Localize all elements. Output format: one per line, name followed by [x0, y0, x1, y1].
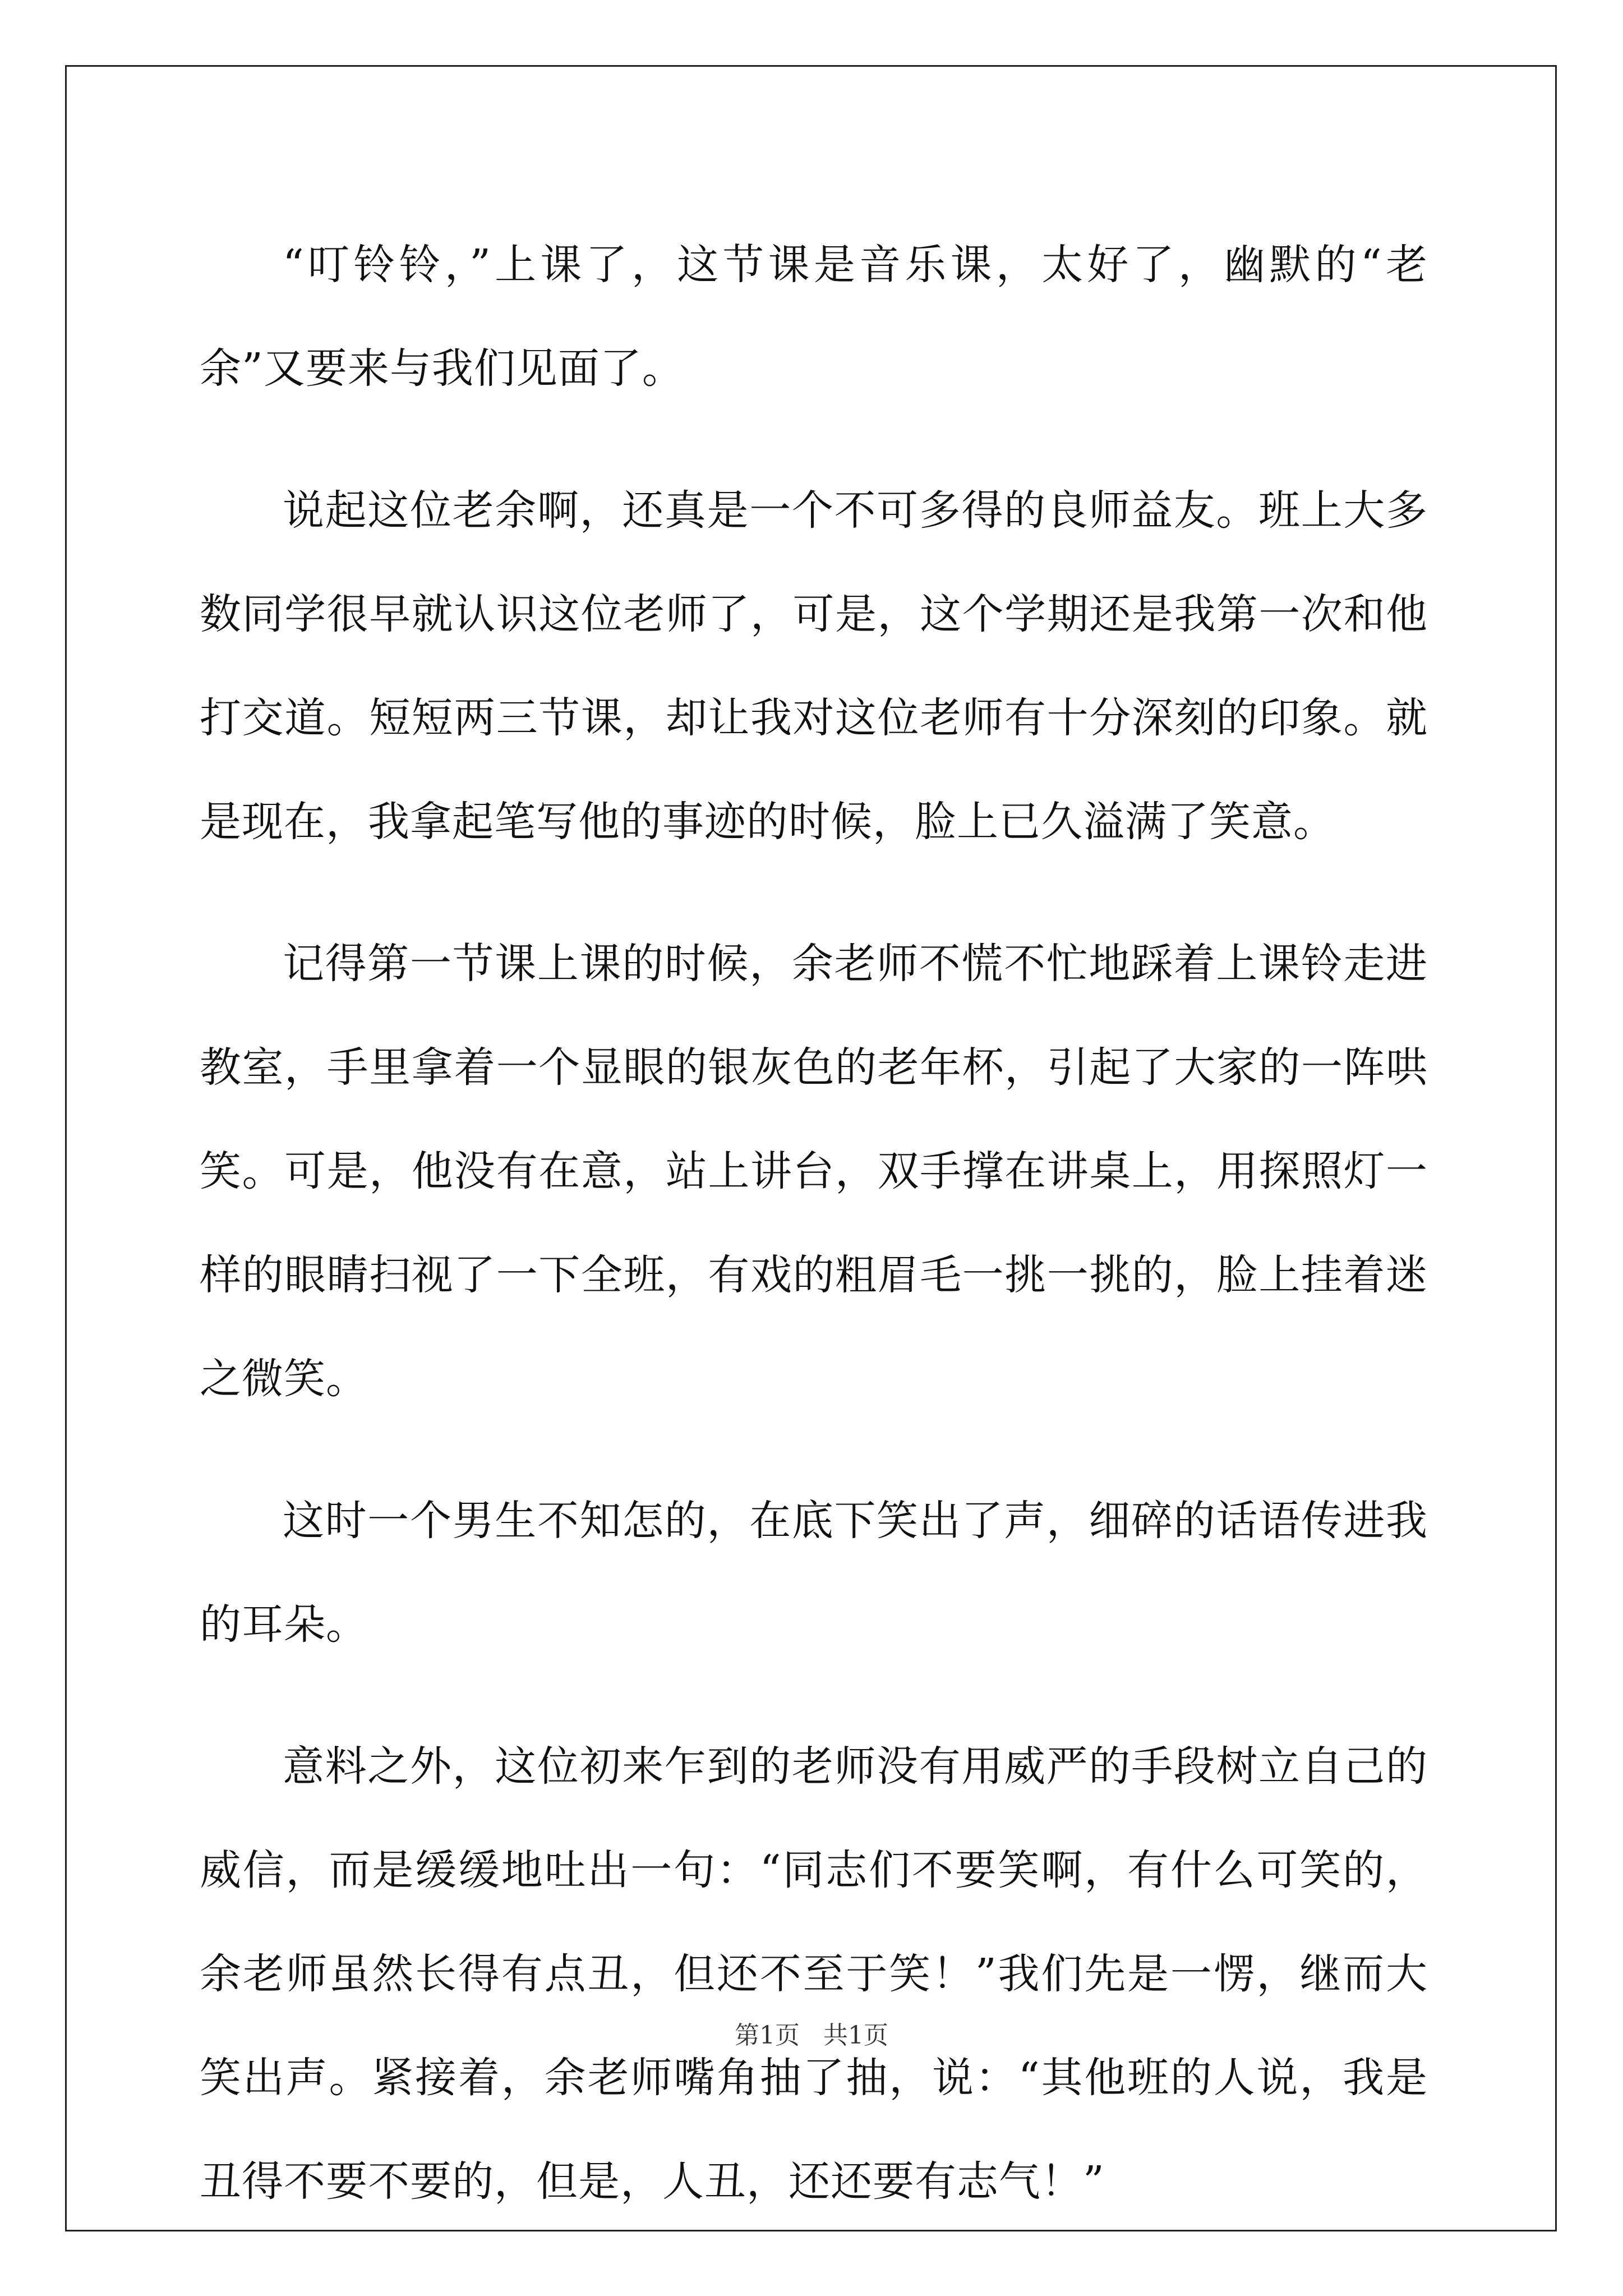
paragraph: “叮铃铃，”上课了，这节课是音乐课，太好了，幽默的“老余”又要来与我们见面了。: [200, 241, 1428, 393]
paragraph: 这时一个男生不知怎的，在底下笑出了声，细碎的话语传进我的耳朵。: [200, 1497, 1428, 1649]
document-body: [200, 213, 1428, 2272]
paragraph: 记得第一节课上课的时候，余老师不慌不忙地踩着上课铃走进教室，手里拿着一个显眼的银灰色的老年杯，引起了大家的一阵哄笑。可是，他没有在意，站上讲台，双手撑在讲桌上，用探照灯一样的眼睛扫视了一下全班，有戏的粗眉毛一挑一挑的，脸上挂着迷之微笑。: [200, 940, 1428, 1403]
paragraph: 说起这位老余啊，还真是一个不可多得的良师益友。班上大多数同学很早就认识这位老师了，可是，这个学期还是我第一次和他打交道。短短两三节课，却让我对这位老师有十分深刻的印象。就是现在，我拿起笔写他的事迹的时候，脸上已久溢满了笑意。: [200, 486, 1428, 846]
page-number-footer: 第1页 共1页: [735, 2021, 888, 2050]
paragraph: 意料之外，这位初来乍到的老师没有用威严的手段树立自己的威信，而是缓缓地吐出一句：“同志们不要笑啊，有什么可笑的，余老师虽然长得有点丑，但还不至于笑！”我们先是一愣，继而大笑出声。紧接着，余老师嘴角抽了抽，说：“其他班的人说，我是丑得不要不要的，但是，人丑，还还要有志气！”: [200, 1742, 1428, 2206]
